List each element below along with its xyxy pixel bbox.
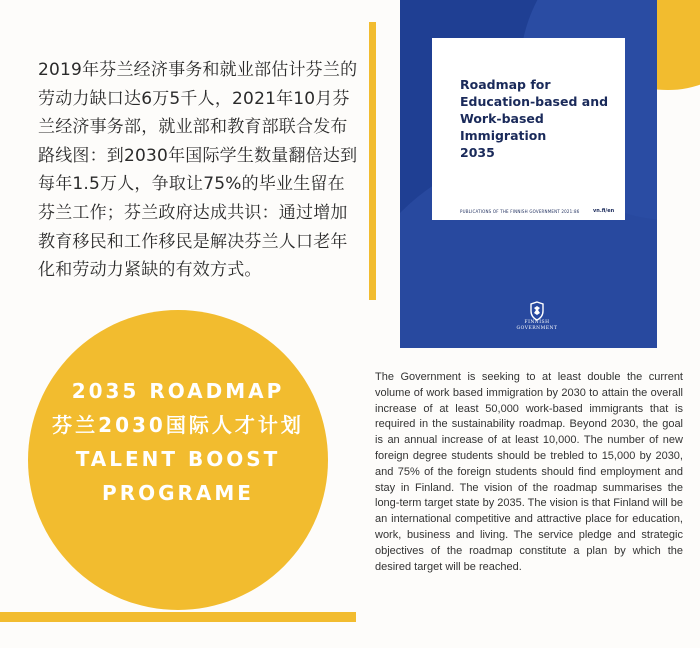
coat-of-arms-icon bbox=[522, 300, 552, 320]
cover-title-line: Roadmap for bbox=[460, 77, 551, 92]
vertical-accent-bar bbox=[369, 22, 376, 300]
circle-line: PROGRAME bbox=[102, 481, 254, 505]
cover-gov-line: FINNISH bbox=[524, 320, 550, 325]
bottom-accent-bar bbox=[0, 612, 356, 622]
circle-line: 芬兰2030国际人才计划 bbox=[52, 413, 304, 437]
cover-title bbox=[460, 76, 620, 161]
intro-paragraph-cn: 2019年芬兰经济事务和就业部估计芬兰的劳动力缺口达6万5千人，2021年10月芬兰经济事务部，就业部和教育部联合发布路线图：到2030年国际学生数量翻倍达到每年1.5万人，争取让75%的毕业生留在芬兰工作；芬兰政府达成共识：通过增加教育移民和工作移民是解决芬兰人口老年化和劳动力紧缺的有效方式。 bbox=[38, 60, 358, 281]
circle-text bbox=[28, 374, 328, 510]
report-cover bbox=[400, 0, 657, 348]
body-paragraph-en: The Government is seeking to at least double the current volume of work based immigration by 2030 to attain the overall increase of at least 50,000 work-based immigrants that is required in the sustainability roadmap. Beyond 2030, the goal is an annual increase of at least 10,000. The number of new foreign degree students should be trebled to 15,000 by 2030, and 75% of the foreign students should find employment and stay in Finland. The vision of the roadmap summarises the long-term target state by 2035. The vision is that Finland will be an international competitive and attractive place for education, work, business and living. The service pledge and strategic objectives of the roadmap constitute a plan by which the desired target will be reached. bbox=[375, 371, 683, 573]
circle-line: 2035 ROADMAP bbox=[71, 379, 285, 403]
cover-title-line: Education-based and bbox=[460, 94, 609, 109]
cover-title-line: 2035 bbox=[460, 145, 495, 160]
cover-url: vn.fi/en bbox=[593, 208, 615, 214]
circle-line: TALENT BOOST bbox=[75, 447, 281, 471]
cover-publication-line: PUBLICATIONS OF THE FINNISH GOVERNMENT 2021:86 bbox=[460, 209, 580, 214]
cover-government-label bbox=[504, 320, 570, 332]
cover-gov-line: GOVERNMENT bbox=[516, 326, 558, 331]
cover-title-line: Work-based Immigration bbox=[460, 111, 547, 143]
